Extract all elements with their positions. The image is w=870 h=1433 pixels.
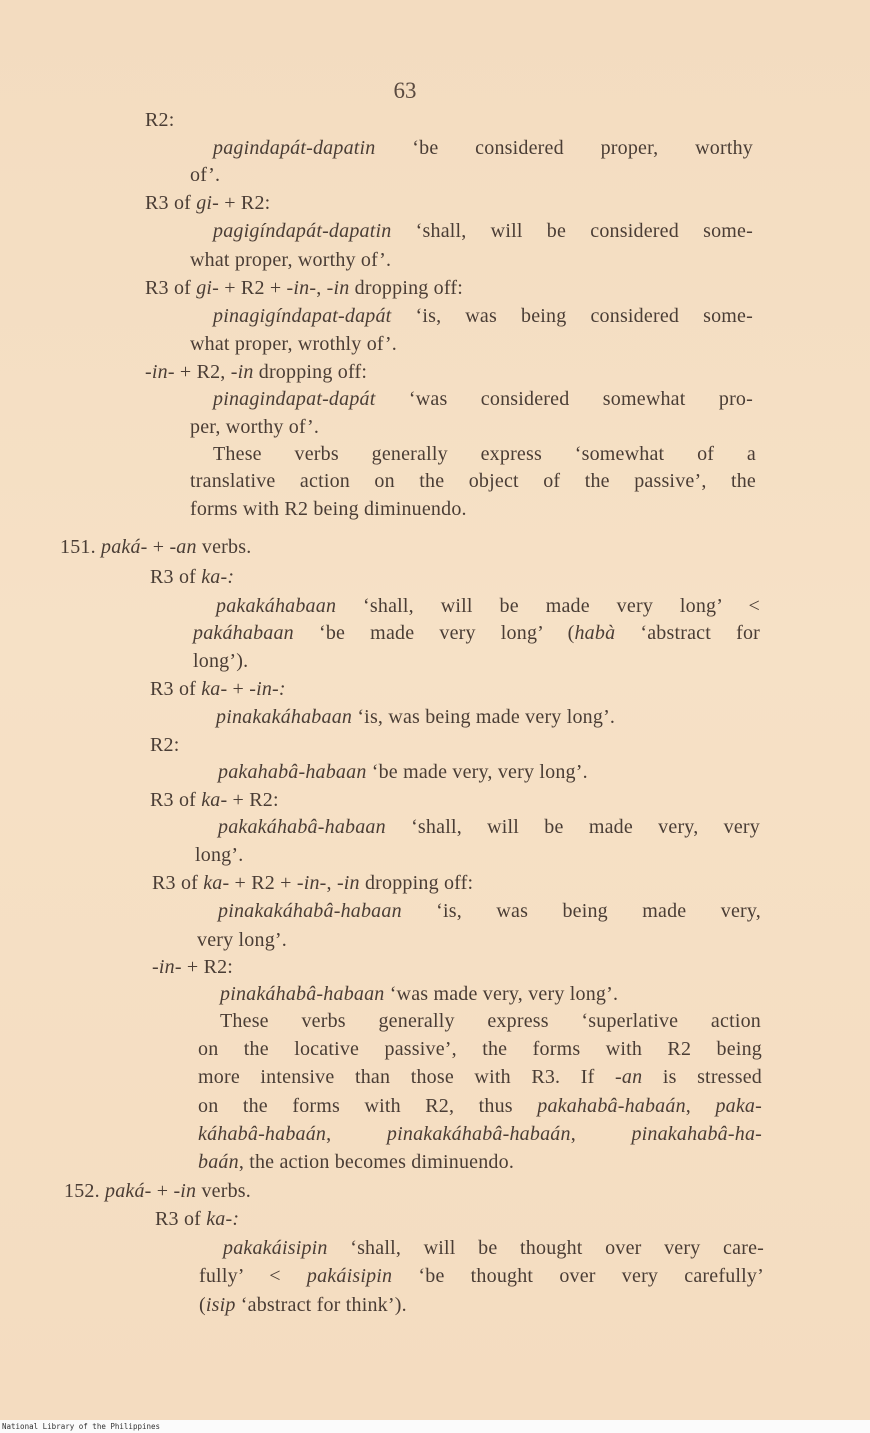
- text-line: long’.: [195, 844, 244, 866]
- text-line: R3 of ka- + R2:: [150, 789, 279, 811]
- text-line: what proper, wrothly of’.: [190, 333, 397, 355]
- text-line: pinakakáhabaan ‘is, was being made very long’.: [216, 706, 616, 728]
- text-line: per, worthy of’.: [190, 416, 320, 438]
- text-line: on the locative passive’, the forms with R2 being: [198, 1038, 762, 1060]
- text-line: R3 of ka- + R2 + -in-, -in dropping off:: [152, 872, 474, 894]
- text-line: translative action on the object of the passive’, the: [190, 470, 756, 492]
- text-line: R2:: [150, 734, 180, 756]
- text-line: more intensive than those with R3. If -an is stressed: [198, 1066, 762, 1088]
- text-line: very long’.: [197, 929, 287, 951]
- text-line: pagigíndapát-dapatin ‘shall, will be considered some-: [213, 220, 753, 242]
- text-line: forms with R2 being diminuendo.: [190, 498, 467, 520]
- text-line: -in- + R2:: [152, 956, 234, 978]
- text-line: long’).: [193, 650, 249, 672]
- text-line: pinagindapat-dapát ‘was considered somewhat pro-: [213, 388, 753, 410]
- text-line: R3 of ka- + -in-:: [150, 678, 286, 700]
- text-line: R3 of gi- + R2 + -in-, -in dropping off:: [145, 277, 463, 299]
- section-heading: 152. paká- + -in verbs.: [64, 1180, 251, 1202]
- text-line: pakakáhabâ-habaan ‘shall, will be made very, very: [218, 816, 760, 838]
- text-line: These verbs generally express ‘superlative action: [220, 1010, 761, 1032]
- text-line: pagindapát-dapatin ‘be considered proper, worthy: [213, 137, 753, 159]
- text-line: -in- + R2, -in dropping off:: [145, 361, 368, 383]
- section-heading: 151. paká- + -an verbs.: [60, 536, 252, 558]
- text-line: of’.: [190, 164, 221, 186]
- text-line: R2:: [145, 109, 175, 131]
- page-number: 63: [393, 78, 417, 103]
- text-line: pinakakáhabâ-habaan ‘is, was being made very,: [218, 900, 761, 922]
- text-line: pakakáisipin ‘shall, will be thought over very care-: [223, 1237, 764, 1259]
- text-line: pakahabâ-habaan ‘be made very, very long’.: [218, 761, 588, 783]
- text-line: fully’ < pakáisipin ‘be thought over very carefully’: [199, 1265, 764, 1287]
- text-line: R3 of ka-:: [150, 566, 235, 588]
- text-line: on the forms with R2, thus pakahabâ-habaán, paka-: [198, 1095, 762, 1117]
- text-line: káhabâ-habaán, pinakakáhabâ-habaán, pinakahabâ-ha-: [198, 1123, 763, 1145]
- text-line: baán, the action becomes diminuendo.: [198, 1151, 515, 1173]
- text-line: what proper, worthy of’.: [190, 249, 392, 271]
- text-line: (isip ‘abstract for think’).: [199, 1294, 407, 1316]
- text-line: pinagigíndapat-dapát ‘is, was being considered some-: [213, 305, 753, 327]
- text-line: R3 of ka-:: [155, 1208, 240, 1230]
- text-line: R3 of gi- + R2:: [145, 192, 271, 214]
- footer-credit: National Library of the Philippines: [0, 1420, 870, 1433]
- text-line: pakakáhabaan ‘shall, will be made very long’ <: [216, 595, 760, 617]
- text-line: pinakáhabâ-habaan ‘was made very, very long’.: [220, 983, 619, 1005]
- text-line: pakáhabaan ‘be made very long’ (habà ‘abstract for: [193, 622, 761, 644]
- text-line: These verbs generally express ‘somewhat of a: [213, 443, 756, 465]
